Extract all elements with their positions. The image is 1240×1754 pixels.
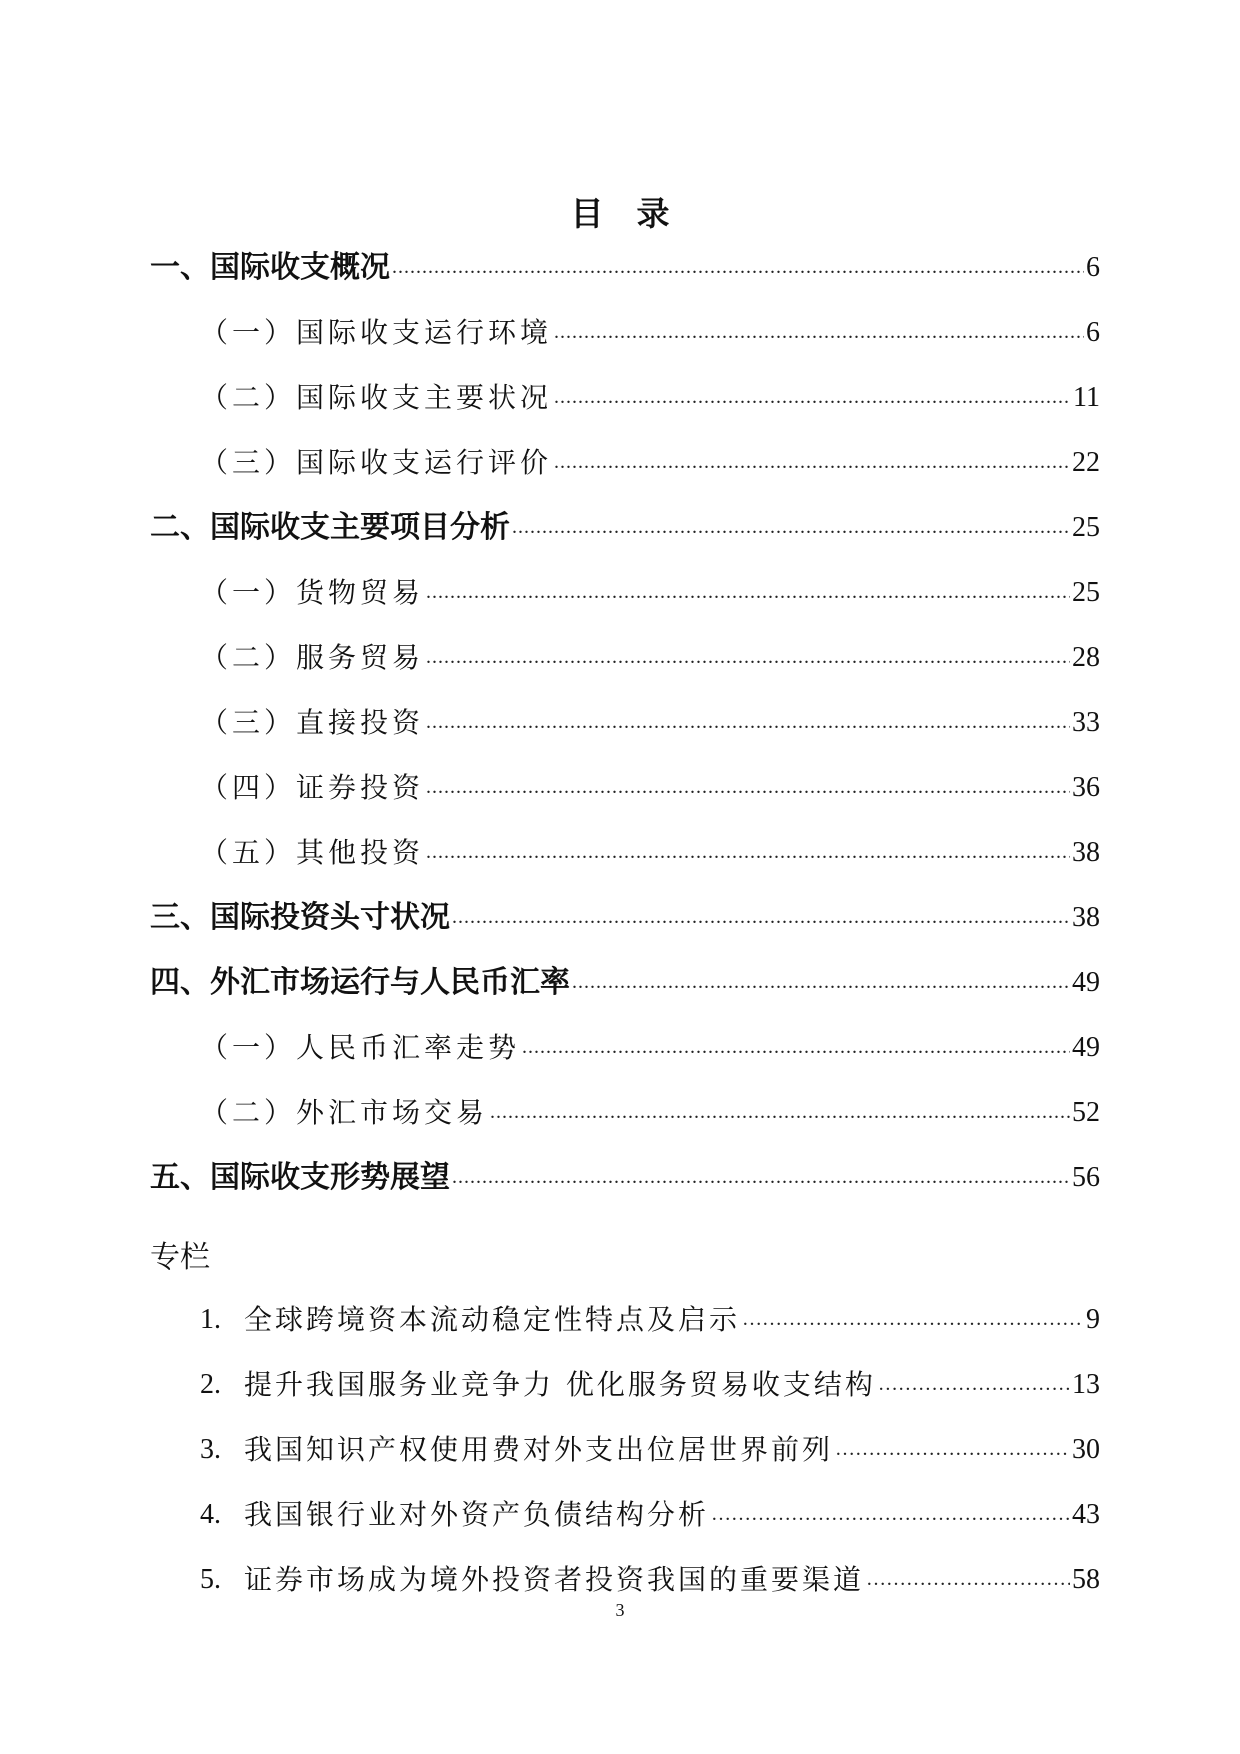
dot-leader (426, 690, 1070, 755)
table-of-contents (150, 235, 1100, 1210)
dot-leader (742, 1287, 1084, 1352)
toc-entry-label: （三）直接投资 (200, 706, 425, 739)
dot-leader (878, 1352, 1070, 1417)
toc-entry-label: （四）证券投资 (200, 771, 425, 804)
toc-entry[interactable] (150, 1015, 1100, 1080)
toc-entry-label: 五、国际收支形势展望 (150, 1160, 450, 1195)
dot-leader (452, 1145, 1070, 1210)
dot-leader (835, 1417, 1070, 1482)
dot-leader (554, 300, 1084, 365)
column-entry-page: 13 (1072, 1369, 1100, 1400)
column-entry-number: 4. (200, 1499, 221, 1530)
toc-entry-label: （三）国际收支运行评价 (200, 446, 553, 479)
toc-entry-label: （一）国际收支运行环境 (200, 316, 553, 349)
dot-leader (426, 625, 1070, 690)
page-title: 目 录 (570, 194, 670, 233)
toc-entry-label: 一、国际收支概况 (150, 250, 390, 285)
column-entry-label: 证券市场成为境外投资者投资我国的重要渠道 (244, 1563, 865, 1596)
dot-leader (392, 235, 1084, 300)
dot-leader (554, 430, 1070, 495)
toc-entry-label: 三、国际投资头寸状况 (150, 900, 450, 935)
toc-entry[interactable] (150, 1080, 1100, 1145)
toc-entry-page: 25 (1072, 577, 1100, 608)
columns-list (200, 1287, 1100, 1612)
dot-leader (490, 1080, 1070, 1145)
column-entry-page: 43 (1072, 1499, 1100, 1530)
toc-entry-page: 49 (1072, 1032, 1100, 1063)
column-entry[interactable] (200, 1482, 1100, 1547)
toc-entry[interactable] (150, 625, 1100, 690)
toc-entry[interactable] (150, 365, 1100, 430)
column-entry[interactable] (200, 1352, 1100, 1417)
toc-entry-label: （一）货物贸易 (200, 576, 425, 609)
column-entry-number: 2. (200, 1369, 221, 1400)
page-number: 3 (615, 1600, 625, 1620)
toc-entry-page: 33 (1072, 707, 1100, 738)
toc-entry[interactable] (150, 300, 1100, 365)
toc-entry-label: 二、国际收支主要项目分析 (150, 510, 510, 545)
toc-entry[interactable] (150, 235, 1100, 300)
toc-entry-label: （五）其他投资 (200, 836, 425, 869)
dot-leader (426, 820, 1070, 885)
columns-heading: 专栏 (150, 1240, 210, 1275)
toc-entry-page: 6 (1086, 317, 1100, 348)
toc-entry[interactable] (150, 495, 1100, 560)
toc-entry-label: 四、外汇市场运行与人民币汇率 (150, 965, 570, 1000)
toc-entry[interactable] (150, 950, 1100, 1015)
column-entry-label: 我国银行业对外资产负债结构分析 (244, 1498, 710, 1531)
toc-entry-page: 28 (1072, 642, 1100, 673)
toc-entry[interactable] (150, 885, 1100, 950)
toc-entry[interactable] (150, 755, 1100, 820)
toc-entry-page: 49 (1072, 967, 1100, 998)
column-entry-page: 30 (1072, 1434, 1100, 1465)
dot-leader (426, 755, 1070, 820)
column-entry[interactable] (200, 1417, 1100, 1482)
dot-leader (711, 1482, 1070, 1547)
dot-leader (554, 365, 1071, 430)
toc-entry[interactable] (150, 560, 1100, 625)
column-entry-label: 提升我国服务业竞争力 优化服务贸易收支结构 (244, 1368, 876, 1401)
toc-entry-page: 11 (1073, 382, 1100, 413)
column-entry-label: 全球跨境资本流动稳定性特点及启示 (244, 1303, 741, 1336)
dot-leader (522, 1015, 1070, 1080)
column-entry[interactable] (200, 1287, 1100, 1352)
dot-leader (452, 885, 1070, 950)
toc-entry-page: 6 (1086, 252, 1100, 283)
toc-entry-page: 56 (1072, 1162, 1100, 1193)
toc-entry-page: 36 (1072, 772, 1100, 803)
toc-entry[interactable] (150, 1145, 1100, 1210)
column-entry-label: 我国知识产权使用费对外支出位居世界前列 (244, 1433, 834, 1466)
dot-leader (512, 495, 1070, 560)
toc-entry-page: 38 (1072, 837, 1100, 868)
column-entry-page: 58 (1072, 1564, 1100, 1595)
toc-entry[interactable] (150, 690, 1100, 755)
toc-entry-page: 52 (1072, 1097, 1100, 1128)
column-entry-page: 9 (1086, 1304, 1100, 1335)
dot-leader (572, 950, 1070, 1015)
toc-entry-label: （二）外汇市场交易 (200, 1096, 489, 1129)
toc-entry[interactable] (150, 820, 1100, 885)
toc-entry-page: 22 (1072, 447, 1100, 478)
toc-entry-page: 38 (1072, 902, 1100, 933)
toc-entry-label: （二）国际收支主要状况 (200, 381, 553, 414)
toc-entry[interactable] (150, 430, 1100, 495)
toc-entry-label: （一）人民币汇率走势 (200, 1031, 521, 1064)
toc-entry-page: 25 (1072, 512, 1100, 543)
column-entry-number: 5. (200, 1564, 221, 1595)
dot-leader (426, 560, 1070, 625)
column-entry-number: 1. (200, 1304, 221, 1335)
toc-entry-label: （二）服务贸易 (200, 641, 425, 674)
column-entry-number: 3. (200, 1434, 221, 1465)
